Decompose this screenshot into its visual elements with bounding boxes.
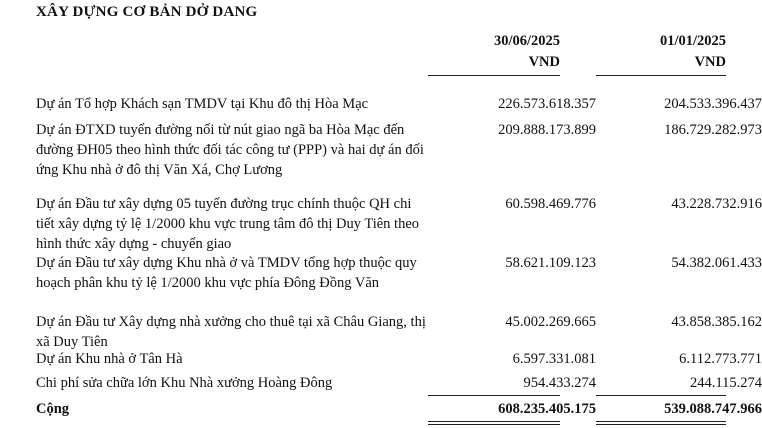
row-label: Dự án Đầu tư xây dựng Khu nhà ở và TMDV tổng hợp thuộc quy hoạch phân khu tỷ lệ 1/2000 khu vực phía Đông Đồng Văn [36,255,417,291]
row-value-current: 954.433.274 [523,375,596,391]
row-value-current: 6.597.331.081 [512,351,596,367]
row-label: Dự án Đầu tư Xây dựng nhà xưởng cho thuê tại xã Châu Giang, thị xã Duy Tiên [36,314,426,350]
column-date: 01/01/2025 [659,33,726,49]
total-double-rule [596,424,726,425]
column-header-opening [576,31,726,73]
total-value-current: 608.235.405.175 [498,401,596,417]
subtotal-rule [428,395,560,396]
row-value-opening: 54.382.061.433 [671,255,762,271]
row-value-current: 209.888.173.899 [498,122,596,138]
section-title: XÂY DỰNG CƠ BẢN DỞ DANG [36,4,258,20]
total-double-rule [428,424,560,425]
total-value-opening: 539.088.747.966 [664,401,762,417]
column-unit: VND [694,54,726,70]
row-label: Dự án ĐTXD tuyến đường nối từ nút giao ngã ba Hòa Mạc đến đường ĐH05 theo hình thức đối tác công tư (PPP) và hai dự án đối ứng Khu nhà ở đô thị Văn Xá, Chợ Lương [36,122,424,178]
row-value-current: 45.002.269.665 [505,314,596,330]
row-value-current: 226.573.618.357 [498,96,596,112]
row-value-opening: 204.533.396.437 [664,96,762,112]
column-header-underline [596,75,726,76]
total-label: Cộng [36,401,70,417]
row-value-current: 60.598.469.776 [505,196,596,212]
column-header-underline [428,75,560,76]
row-value-opening: 43.228.732.916 [671,196,762,212]
row-value-opening: 244.115.274 [690,375,762,391]
row-label: Dự án Tổ hợp Khách sạn TMDV tại Khu đô thị Hòa Mạc [36,96,369,112]
row-value-opening: 186.729.282.973 [664,122,762,138]
row-value-opening: 43.858.385.162 [671,314,762,330]
total-double-rule [596,421,726,422]
row-label: Dự án Khu nhà ở Tân Hà [36,351,183,367]
subtotal-rule [596,395,726,396]
row-label: Dự án Đầu tư xây dựng 05 tuyến đường trục chính thuộc QH chi tiết xây dựng tỷ lệ 1/2000 khu vực trung tâm đô thị Duy Tiên theo hình thức xây dựng - chuyển giao [36,196,420,252]
row-label: Chi phí sửa chữa lớn Khu Nhà xưởng Hoàng Đông [36,375,333,391]
row-value-current: 58.621.109.123 [505,255,596,271]
column-header-current [410,31,560,73]
total-double-rule [428,421,560,422]
column-unit: VND [528,54,560,70]
column-date: 30/06/2025 [493,33,560,49]
row-value-opening: 6.112.773.771 [679,351,762,367]
